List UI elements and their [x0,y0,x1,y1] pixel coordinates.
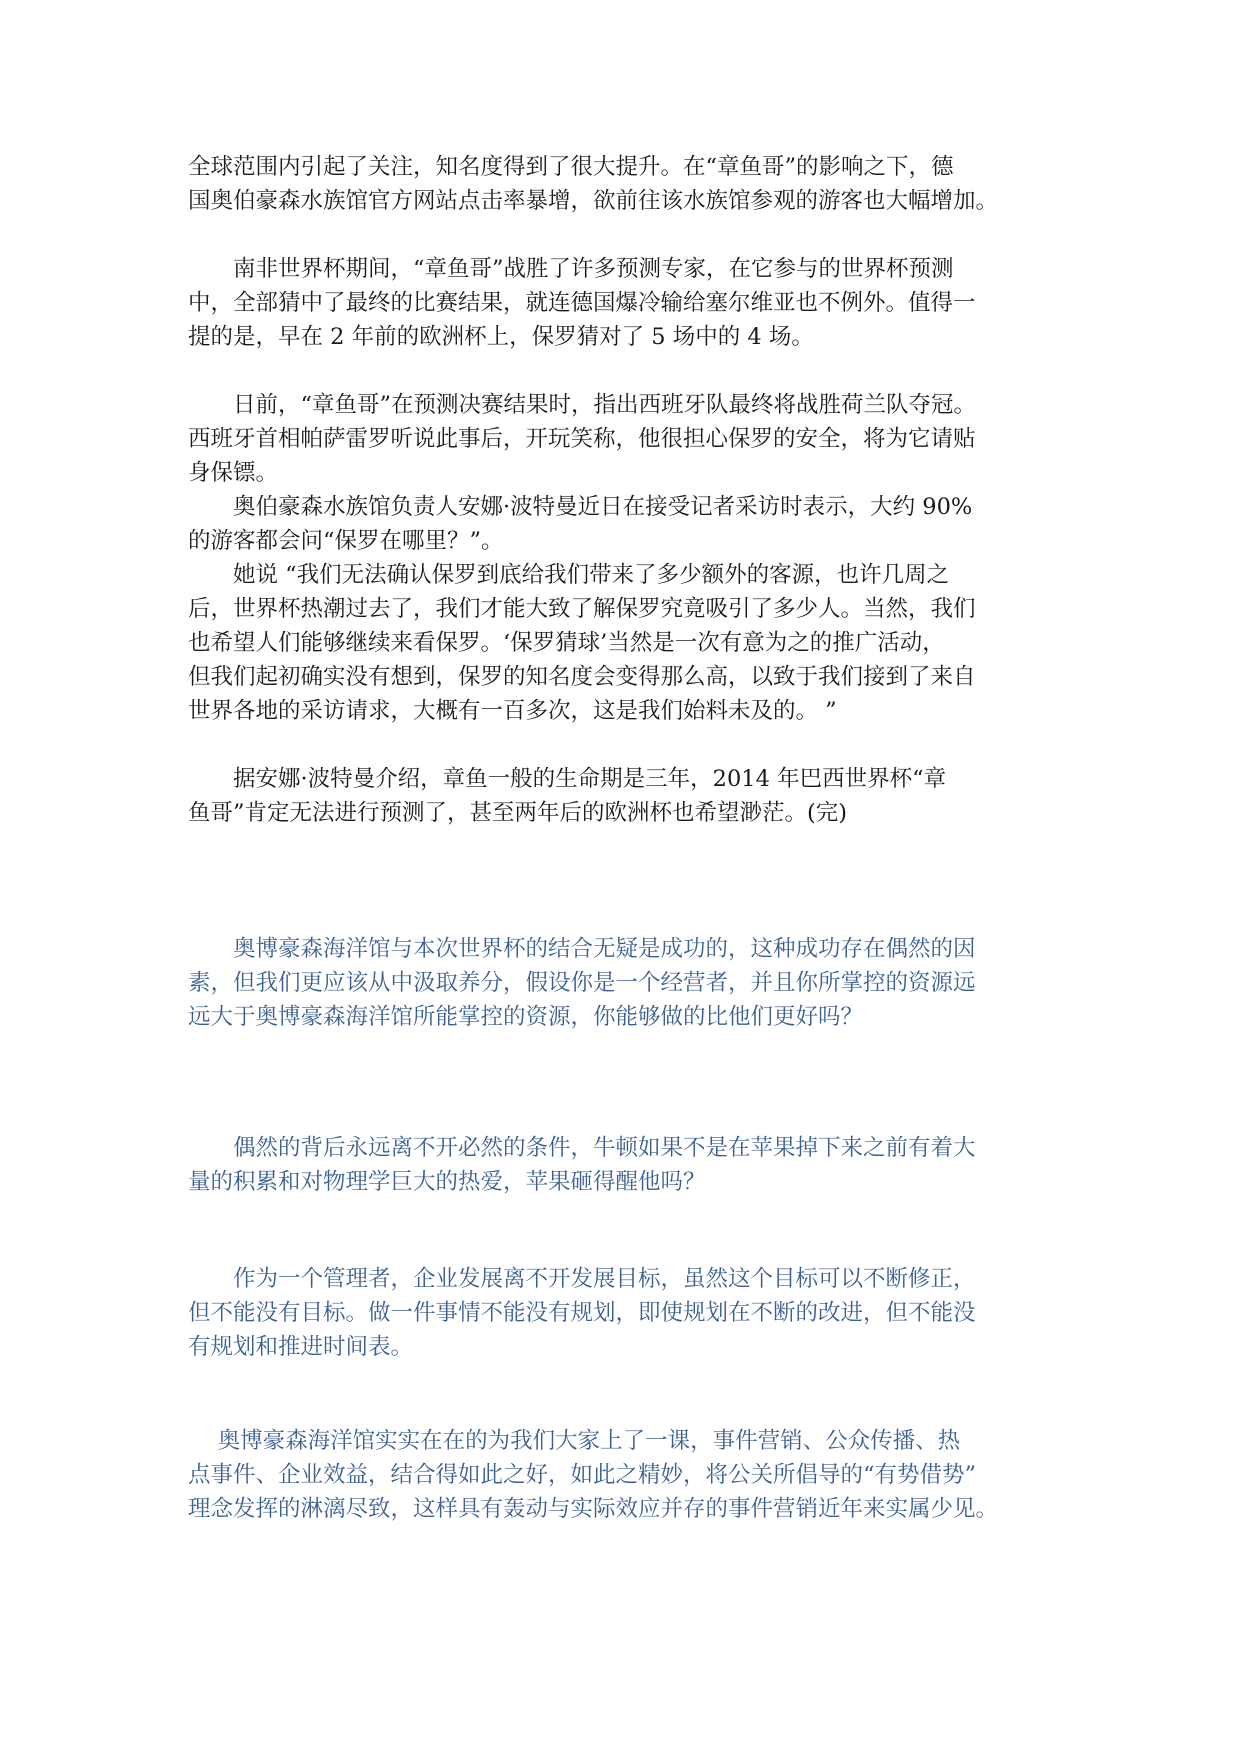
text-line: 远大于奥博豪森海洋馆所能掌控的资源，你能够做的比他们更好吗？ [188,1004,864,1030]
text-line: 提的是，早在 2 年前的欧洲杯上，保罗猜对了 5 场中的 4 场。 [188,324,814,350]
text-line: 全球范围内引起了关注，知名度得到了很大提升。在“章鱼哥”的影响之下，德 [188,154,954,180]
text-line: 后，世界杯热潮过去了，我们才能大致了解保罗究竟吸引了多少人。当然，我们 [188,596,976,622]
text-line: 中，全部猜中了最终的比赛结果，就连德国爆冷输给塞尔维亚也不例外。值得一 [188,290,976,316]
text-line: 量的积累和对物理学巨大的热爱，苹果砸得醒他吗？ [188,1169,706,1195]
text-line: 南非世界杯期间，“章鱼哥”战胜了许多预测专家，在它参与的世界杯预测 [188,256,954,282]
text-line: 鱼哥”肯定无法进行预测了，甚至两年后的欧洲杯也希望渺茫。(完) [188,800,848,826]
paragraph-world-cup-predictions [188,252,1048,354]
commentary-success [188,932,1048,1034]
commentary-newton [188,1131,1048,1199]
text-line: 的游客都会问“保罗在哪里？”。 [188,528,504,554]
text-line: 奥博豪森海洋馆实实在在的为我们大家上了一课，事件营销、公众传播、热 [188,1428,961,1454]
text-line: 身保镖。 [188,460,279,486]
text-line: 奥博豪森海洋馆与本次世界杯的结合无疑是成功的，这种成功存在偶然的因 [188,936,976,962]
text-line: 理念发挥的淋漓尽致，这样具有轰动与实际效应并存的事件营销近年来实属少见。 [188,1496,999,1522]
commentary-management [188,1262,1048,1364]
text-line: 偶然的背后永远离不开必然的条件，牛顿如果不是在苹果掉下来之前有着大 [188,1135,976,1161]
paragraph-lifespan [188,762,1048,830]
paragraph-final-prediction [188,388,1048,728]
text-line: 点事件、企业效益，结合得如此之好，如此之精妙，将公关所倡导的“有势借势” [188,1462,977,1488]
text-line: 据安娜·波特曼介绍，章鱼一般的生命期是三年，2014 年巴西世界杯“章 [188,766,947,792]
text-line: 国奥伯豪森水族馆官方网站点击率暴增，欲前往该水族馆参观的游客也大幅增加。 [188,188,999,214]
paragraph-fame [188,150,1048,218]
text-line: 日前，“章鱼哥”在预测决赛结果时，指出西班牙队最终将战胜荷兰队夺冠。 [188,392,977,418]
text-line: 作为一个管理者，企业发展离不开发展目标，虽然这个目标可以不断修正， [188,1266,976,1292]
text-line: 世界各地的采访请求，大概有一百多次，这是我们始料未及的。 ” [188,698,837,724]
commentary-event-marketing [188,1424,1048,1526]
text-line: 素，但我们更应该从中汲取养分，假设你是一个经营者，并且你所掌控的资源远 [188,970,976,996]
text-line: 但我们起初确实没有想到，保罗的知名度会变得那么高，以致于我们接到了来自 [188,664,976,690]
text-line: 也希望人们能够继续来看保罗。‘保罗猜球’当然是一次有意为之的推广活动， [188,630,945,656]
text-line: 西班牙首相帕萨雷罗听说此事后，开玩笑称，他很担心保罗的安全，将为它请贴 [188,426,976,452]
text-line: 她说 “我们无法确认保罗到底给我们带来了多少额外的客源，也许几周之 [188,562,950,588]
text-line: 有规划和推进时间表。 [188,1334,414,1360]
text-line: 但不能没有目标。做一件事情不能没有规划，即使规划在不断的改进，但不能没 [188,1300,976,1326]
text-line: 奥伯豪森水族馆负责人安娜·波特曼近日在接受记者采访时表示，大约 90% [188,494,973,520]
